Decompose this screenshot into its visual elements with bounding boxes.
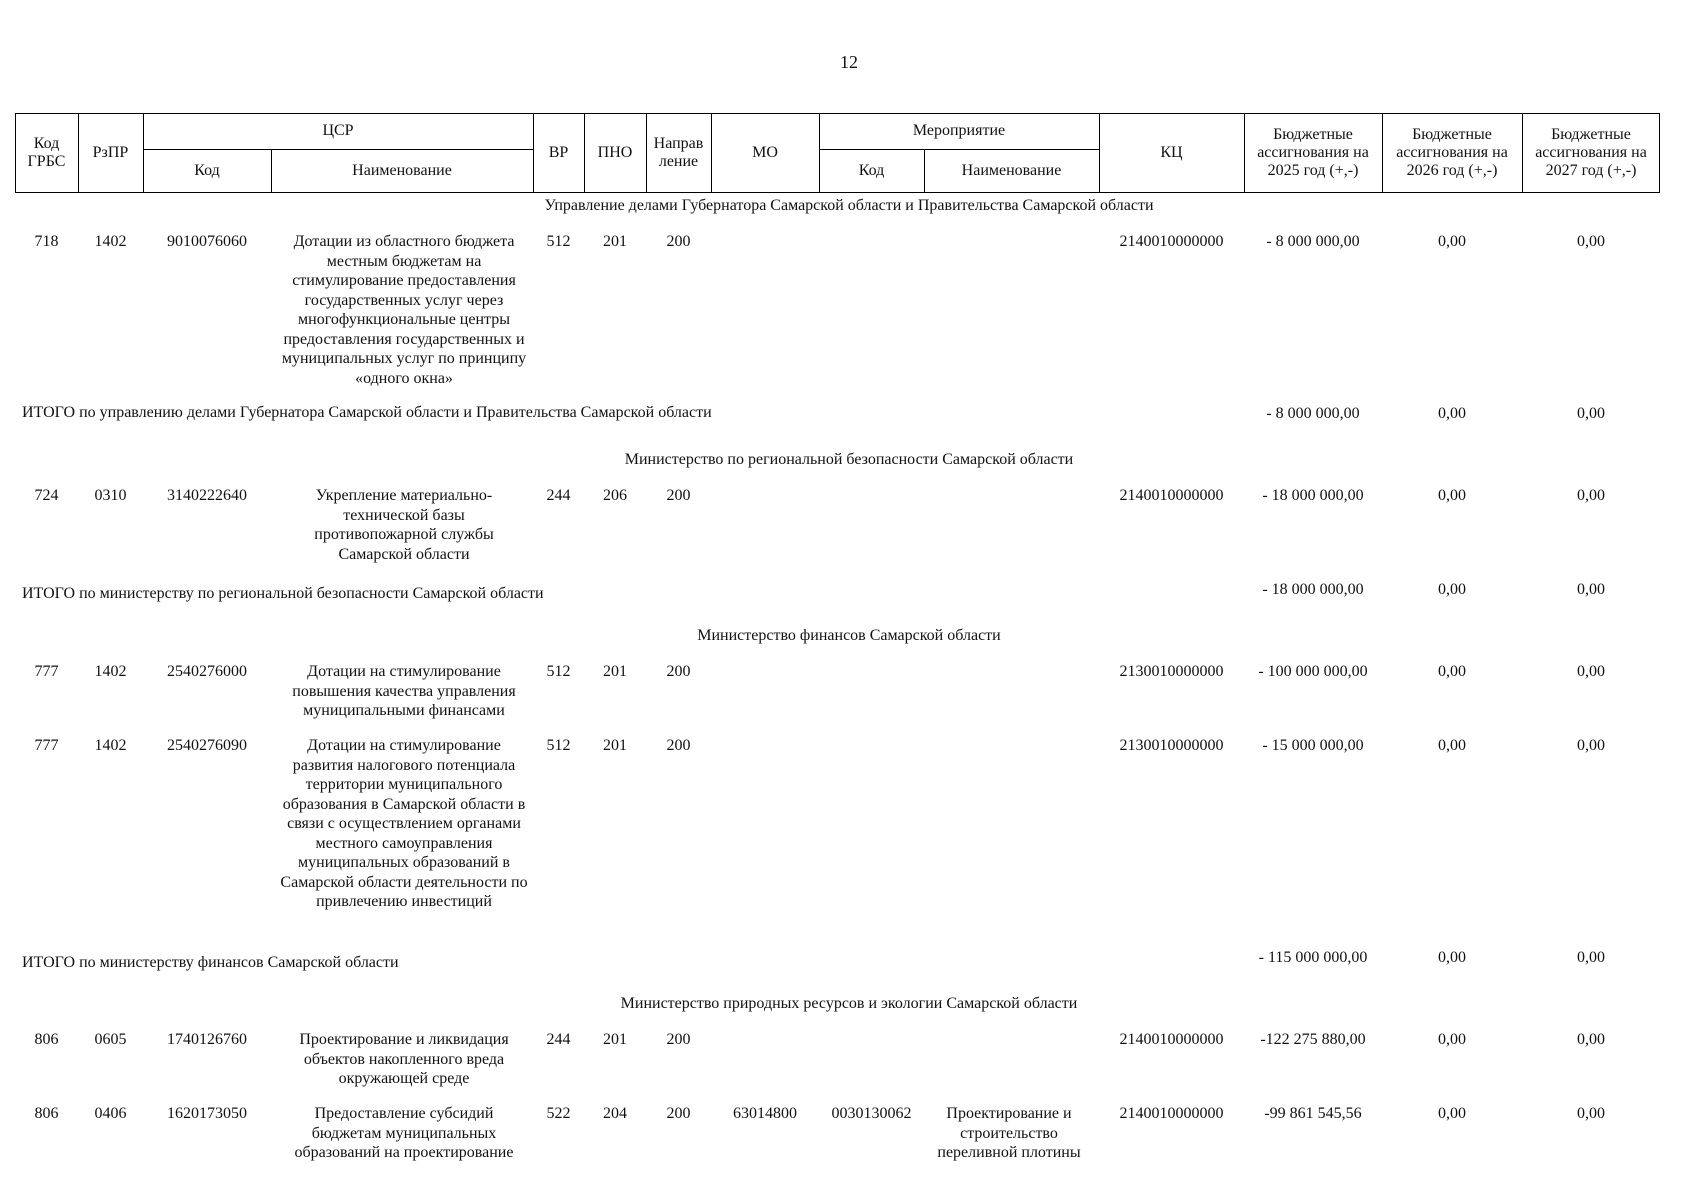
total-v2026: 0,00 (1438, 949, 1466, 966)
cell-mo: 63014800 (733, 1105, 797, 1122)
cell-name: Проектирование и ликвидация объектов накопленного вреда окружающей среде (299, 1031, 509, 1087)
cell-v2026: 0,00 (1438, 1031, 1466, 1048)
cell-csr: 1740126760 (167, 1031, 247, 1048)
header-csr-kod: Код (194, 162, 220, 179)
cell-v2025: - 15 000 000,00 (1262, 737, 1364, 754)
cell-csr: 2540276000 (167, 663, 247, 680)
cell-mer-name: Проектирование и строительство переливной плотины (937, 1105, 1081, 1161)
cell-v2027: 0,00 (1577, 663, 1605, 680)
cell-napr: 200 (666, 233, 691, 250)
total-v2027: 0,00 (1577, 405, 1605, 422)
total-v2026: 0,00 (1438, 405, 1466, 422)
cell-v2025: -122 275 880,00 (1260, 1031, 1366, 1048)
header-csr-name: Наименование (352, 162, 452, 179)
cell-v2026: 0,00 (1438, 487, 1466, 504)
section-title: Министерство природных ресурсов и экологии Самарской области (620, 995, 1078, 1012)
header-napravlenie: Направ ление (653, 135, 704, 170)
cell-name: Дотации на стимулирование повышения качества управления муниципальными финансами (292, 663, 516, 719)
cell-v2027: 0,00 (1577, 1105, 1605, 1122)
cell-mer-kod: 0030130062 (831, 1105, 912, 1122)
cell-vr: 512 (546, 663, 571, 680)
cell-kc: 2140010000000 (1119, 233, 1224, 250)
cell-v2025: - 18 000 000,00 (1262, 487, 1364, 504)
total-v2025: - 18 000 000,00 (1262, 581, 1364, 598)
cell-pno: 206 (603, 487, 627, 504)
total-label: ИТОГО по министерству финансов Самарской области (22, 954, 399, 971)
cell-grbs: 777 (34, 663, 59, 680)
header-mer-kod: Код (858, 162, 885, 179)
cell-csr: 1620173050 (167, 1105, 247, 1122)
cell-v2027: 0,00 (1577, 737, 1605, 754)
cell-v2026: 0,00 (1438, 737, 1466, 754)
total-label: ИТОГО по министерству по региональной безопасности Самарской области (22, 585, 544, 602)
cell-v2026: 0,00 (1438, 233, 1466, 250)
cell-pno: 204 (603, 1105, 627, 1122)
cell-vr: 244 (546, 487, 571, 504)
header-ba2026: Бюджетные ассигнования на 2026 год (+,-) (1396, 126, 1508, 179)
cell-kc: 2140010000000 (1119, 1105, 1224, 1122)
cell-grbs: 724 (34, 487, 59, 504)
cell-pno: 201 (603, 737, 627, 754)
cell-grbs: 806 (34, 1105, 59, 1122)
total-v2025: - 8 000 000,00 (1266, 405, 1360, 422)
cell-name: Дотации из областного бюджета местным бюджетам на стимулирование предоставления государственных услуг через многофункциональные центры предоставления государственных и муниципальных услуг по принципу «одного окна» (281, 233, 527, 387)
total-v2026: 0,00 (1438, 581, 1466, 598)
cell-napr: 200 (666, 487, 691, 504)
cell-grbs: 806 (34, 1031, 59, 1048)
total-v2027: 0,00 (1577, 949, 1605, 966)
cell-v2027: 0,00 (1577, 233, 1605, 250)
cell-pno: 201 (603, 1031, 627, 1048)
cell-v2025: -99 861 545,56 (1264, 1105, 1362, 1122)
cell-rzpr: 1402 (94, 233, 127, 250)
header-rzpr: РзПР (92, 144, 129, 161)
section-title: Министерство финансов Самарской области (697, 627, 1001, 644)
cell-rzpr: 0310 (94, 487, 127, 504)
header-mo: МО (752, 144, 778, 161)
cell-napr: 200 (666, 1105, 691, 1122)
total-label: ИТОГО по управлению делами Губернатора Самарской области и Правительства Самарской области (22, 404, 712, 421)
total-v2027: 0,00 (1577, 581, 1605, 598)
cell-rzpr: 1402 (94, 663, 127, 680)
cell-rzpr: 0406 (94, 1105, 127, 1122)
header-vr: ВР (548, 144, 569, 161)
cell-kc: 2140010000000 (1119, 1031, 1224, 1048)
total-v2025: - 115 000 000,00 (1258, 949, 1368, 966)
cell-name: Укрепление материально-технической базы противопожарной службы Самарской области (314, 487, 494, 563)
table-header (15, 113, 1660, 193)
cell-name: Дотации на стимулирование развития налогового потенциала территории муниципального образования в Самарской области в связи с осуществлением органами местного самоуправления муниципальных образований в Самарской области деятельности по привлечению инвестиций (280, 737, 528, 910)
cell-csr: 9010076060 (167, 233, 247, 250)
cell-v2027: 0,00 (1577, 1031, 1605, 1048)
page-number: 12 (840, 52, 858, 72)
cell-v2025: - 8 000 000,00 (1266, 233, 1360, 250)
cell-grbs: 718 (34, 233, 59, 250)
header-pno: ПНО (597, 144, 633, 161)
cell-grbs: 777 (34, 737, 59, 754)
header-kc: КЦ (1160, 144, 1183, 161)
cell-vr: 244 (546, 1031, 571, 1048)
cell-vr: 512 (546, 233, 571, 250)
cell-kc: 2130010000000 (1119, 663, 1224, 680)
cell-kc: 2140010000000 (1119, 487, 1224, 504)
cell-napr: 200 (666, 663, 691, 680)
section-title: Управление делами Губернатора Самарской области и Правительства Самарской области (544, 197, 1154, 214)
header-ba2027: Бюджетные ассигнования на 2027 год (+,-) (1535, 126, 1647, 179)
cell-csr: 3140222640 (167, 487, 247, 504)
cell-napr: 200 (666, 737, 691, 754)
header-meropriyatie: Мероприятие (912, 122, 1006, 139)
cell-pno: 201 (603, 663, 627, 680)
cell-csr: 2540276090 (167, 737, 247, 754)
cell-kc: 2130010000000 (1119, 737, 1224, 754)
header-ba2025: Бюджетные ассигнования на 2025 год (+,-) (1257, 126, 1369, 179)
cell-rzpr: 0605 (94, 1031, 127, 1048)
header-mer-name: Наименование (961, 162, 1062, 179)
cell-v2025: - 100 000 000,00 (1258, 663, 1368, 680)
cell-vr: 512 (546, 737, 571, 754)
section-title: Министерство по региональной безопасности Самарской области (624, 451, 1074, 468)
header-csr: ЦСР (322, 122, 354, 139)
cell-vr: 522 (546, 1105, 571, 1122)
cell-v2026: 0,00 (1438, 1105, 1466, 1122)
cell-pno: 201 (603, 233, 627, 250)
cell-napr: 200 (666, 1031, 691, 1048)
cell-v2027: 0,00 (1577, 487, 1605, 504)
header-kod-grbs: Код ГРБС (27, 135, 66, 170)
cell-name: Предоставление субсидий бюджетам муниципальных образований на проектирование (294, 1105, 514, 1161)
cell-rzpr: 1402 (94, 737, 127, 754)
cell-v2026: 0,00 (1438, 663, 1466, 680)
